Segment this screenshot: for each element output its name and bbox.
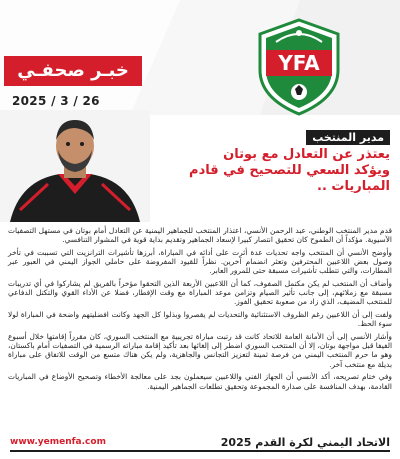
headline-block xyxy=(150,126,390,195)
article-body xyxy=(8,226,392,394)
manager-photo xyxy=(0,110,150,222)
header-banner xyxy=(0,0,400,115)
logo-text: YFA xyxy=(278,51,320,75)
website-link[interactable]: www.yemenfa.com xyxy=(10,437,106,447)
news-tag: خبـر صحفـي xyxy=(4,56,142,86)
yfa-logo xyxy=(250,18,348,116)
headline-line-2: ويؤكد السعي للتصحيح في قادم المباريات .. xyxy=(189,163,390,194)
paragraph: وأشار الأنسي إلى أن الأمانة العامة للاتحاد كانت قد رتبت مباراة تجريبية مع المنتخب السوري، كان مقرراً إقامتها خلال أسبوع الفيفا قبل مواجهة بوتان، إلا أن المنتخب السوري اضطر إلى إلغائها بعد تأكيد إقامة مباراته الرسمية في التصفيات أمام باكستان، وهو ما حرم المنتخب اليمني من فرصة ثمينة لتعزيز التجانس والجاهزية، ولم يكن هناك متسع من الوقت للاتفاق على مباراة بديلة مع منتخب آخر. xyxy=(8,332,392,369)
federation-name: الاتحاد اليمني لكرة القدم 2025 xyxy=(220,436,390,449)
paragraph: وأضاف أن المنتخب لم يكن مكتمل الصفوف، كما أن اللاعبين الأربعة الذين التحقوا مؤخراً بالفريق لم يشاركوا في أي تدريبات مسبقة مع زملائهم، إلى جانب تأثير الصيام وتزامن موعد المباراة مع وقت الإفطار، فضلا عن الأداء القوي والتكتل الدفاعي للمنتخب المضيف، الذي زاد من صعوبة تحقيق الفوز. xyxy=(8,279,392,307)
paragraph: قدم مدير المنتخب الوطني، عبد الرحمن الأنسي، اعتذار المنتخب للجماهير اليمنية عن التعادل أمام بوتان في مستهل التصفيات الآسيوية. مؤكداً أن الطموح كان تحقيق انتصار كبيرا لإسعاد الجماهير وتقديم بداية قوية في المشوار التنافسي. xyxy=(8,226,392,245)
headline-line-1: يعتذر عن التعادل مع بوتان xyxy=(223,147,390,162)
footer xyxy=(0,436,400,459)
paragraph: وفي ختام تصريحه، أكد الأنسي أن الجهاز الفني واللاعبين سيعملون بجد على معالجة الأخطاء وتصحيح الأوضاع في المباريات القادمة، بهدف المنافسة على صدارة المجموعة وتحقيق تطلعات الجماهير اليمنية. xyxy=(8,372,392,391)
paragraph: ولفت إلى أن اللاعبين رغم الظروف الاستثنائية والتحديات لم يقصروا وبذلوا كل الجهد وكانت افضليتهم واضحة في المباراة لولا سوء الحظ. xyxy=(8,310,392,329)
paragraph: وأوضح الأنسي أن المنتخب واجه تحديات عدة أثرت على أدائه في المباراة، أبرزها تأشيرات الترانزيت التي تسببت في تأخر وصول بعض اللاعبين المحترفين وتعثر انضمام آخرين. نظراً للقيود المفروضة على حاملي الجواز اليمني في العبور عبر المطارات، والتي تتطلب تأشيرات مسبقة حتى للمرور العابر. xyxy=(8,247,392,276)
headline-kicker: مدير المنتخب xyxy=(306,130,390,145)
publish-date: 2025 / 3 / 26 xyxy=(12,94,100,108)
footer-divider xyxy=(10,450,390,452)
